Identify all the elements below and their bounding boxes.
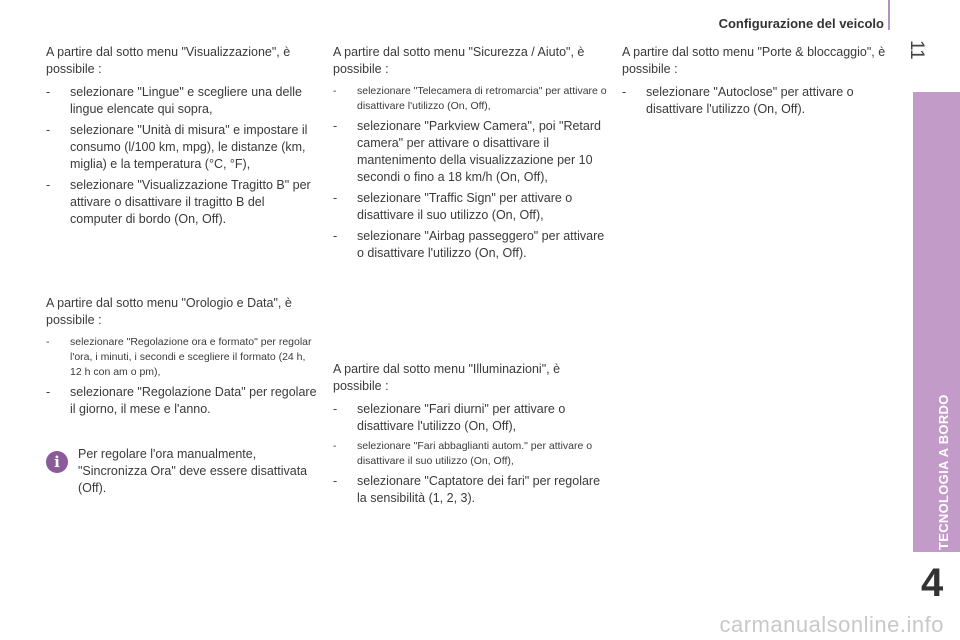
section-sicurezza [333, 44, 609, 266]
page-header-title: Configurazione del veicolo [718, 16, 884, 31]
list-item: - selezionare "Lingue" e scegliere una delle lingue elencate qui sopra, [46, 84, 318, 118]
list-item: - selezionare "Regolazione ora e formato" per regolar l'ora, i minuti, i secondi e scegliere il formato (24 h, 12 h con am o pm), [46, 335, 318, 380]
list-item: - selezionare "Regolazione Data" per regolare il giorno, il mese e l'anno. [46, 384, 318, 418]
page-number: 11 [906, 40, 927, 60]
list-item: - selezionare "Traffic Sign" per attivare o disattivare il suo utilizzo (On, Off), [333, 190, 609, 224]
list-item: - selezionare "Airbag passeggero" per attivare o disattivare l'utilizzo (On, Off). [333, 228, 609, 262]
info-icon: i [46, 451, 68, 473]
section-illuminazioni [333, 361, 609, 511]
watermark: carmanualsonline.info [719, 612, 944, 637]
list-item: - selezionare "Unità di misura" e impostare il consumo (l/100 km, mpg), le distanze (km, miglia) e la temperatura (°C, °F), [46, 122, 318, 173]
header-divider [888, 0, 890, 30]
section-visualizzazione [46, 44, 318, 232]
list-item: - selezionare "Visualizzazione Tragitto B" per attivare o disattivare il tragitto B del computer di bordo (On, Off). [46, 177, 318, 228]
section-porte [622, 44, 892, 122]
chapter-title: TECNOLOGIA A BORDO [936, 394, 951, 550]
list-item: - selezionare "Telecamera di retromarcia" per attivare o disattivare l'utilizzo (On, Off), [333, 84, 609, 114]
section-intro: A partire dal sotto menu "Orologio e Data", è possibile : [46, 296, 292, 327]
info-text: Per regolare l'ora manualmente, "Sincronizza Ora" deve essere disattivata (Off). [78, 447, 308, 495]
list-item: - selezionare "Fari abbaglianti autom." per attivare o disattivare il suo utilizzo (On, Off), [333, 439, 609, 469]
info-note [46, 446, 321, 497]
section-intro: A partire dal sotto menu "Porte & bloccaggio", è possibile : [622, 45, 886, 76]
list-item: - selezionare "Autoclose" per attivare o disattivare l'utilizzo (On, Off). [622, 84, 892, 118]
list-item: - selezionare "Fari diurni" per attivare o disattivare l'utilizzo (On, Off), [333, 401, 609, 435]
list-item: - selezionare "Captatore dei fari" per regolare la sensibilità (1, 2, 3). [333, 473, 609, 507]
section-intro: A partire dal sotto menu "Visualizzazione", è possibile : [46, 45, 291, 76]
chapter-number: 4 [921, 561, 944, 605]
section-orologio [46, 295, 318, 422]
list-item: - selezionare "Parkview Camera", poi "Retard camera" per attivare o disattivare il mantenimento della visualizzazione per 10 secondi o fino a 18 km/h (On, Off), [333, 118, 609, 186]
section-intro: A partire dal sotto menu "Illuminazioni", è possibile : [333, 362, 561, 393]
section-intro: A partire dal sotto menu "Sicurezza / Aiuto", è possibile : [333, 45, 585, 76]
